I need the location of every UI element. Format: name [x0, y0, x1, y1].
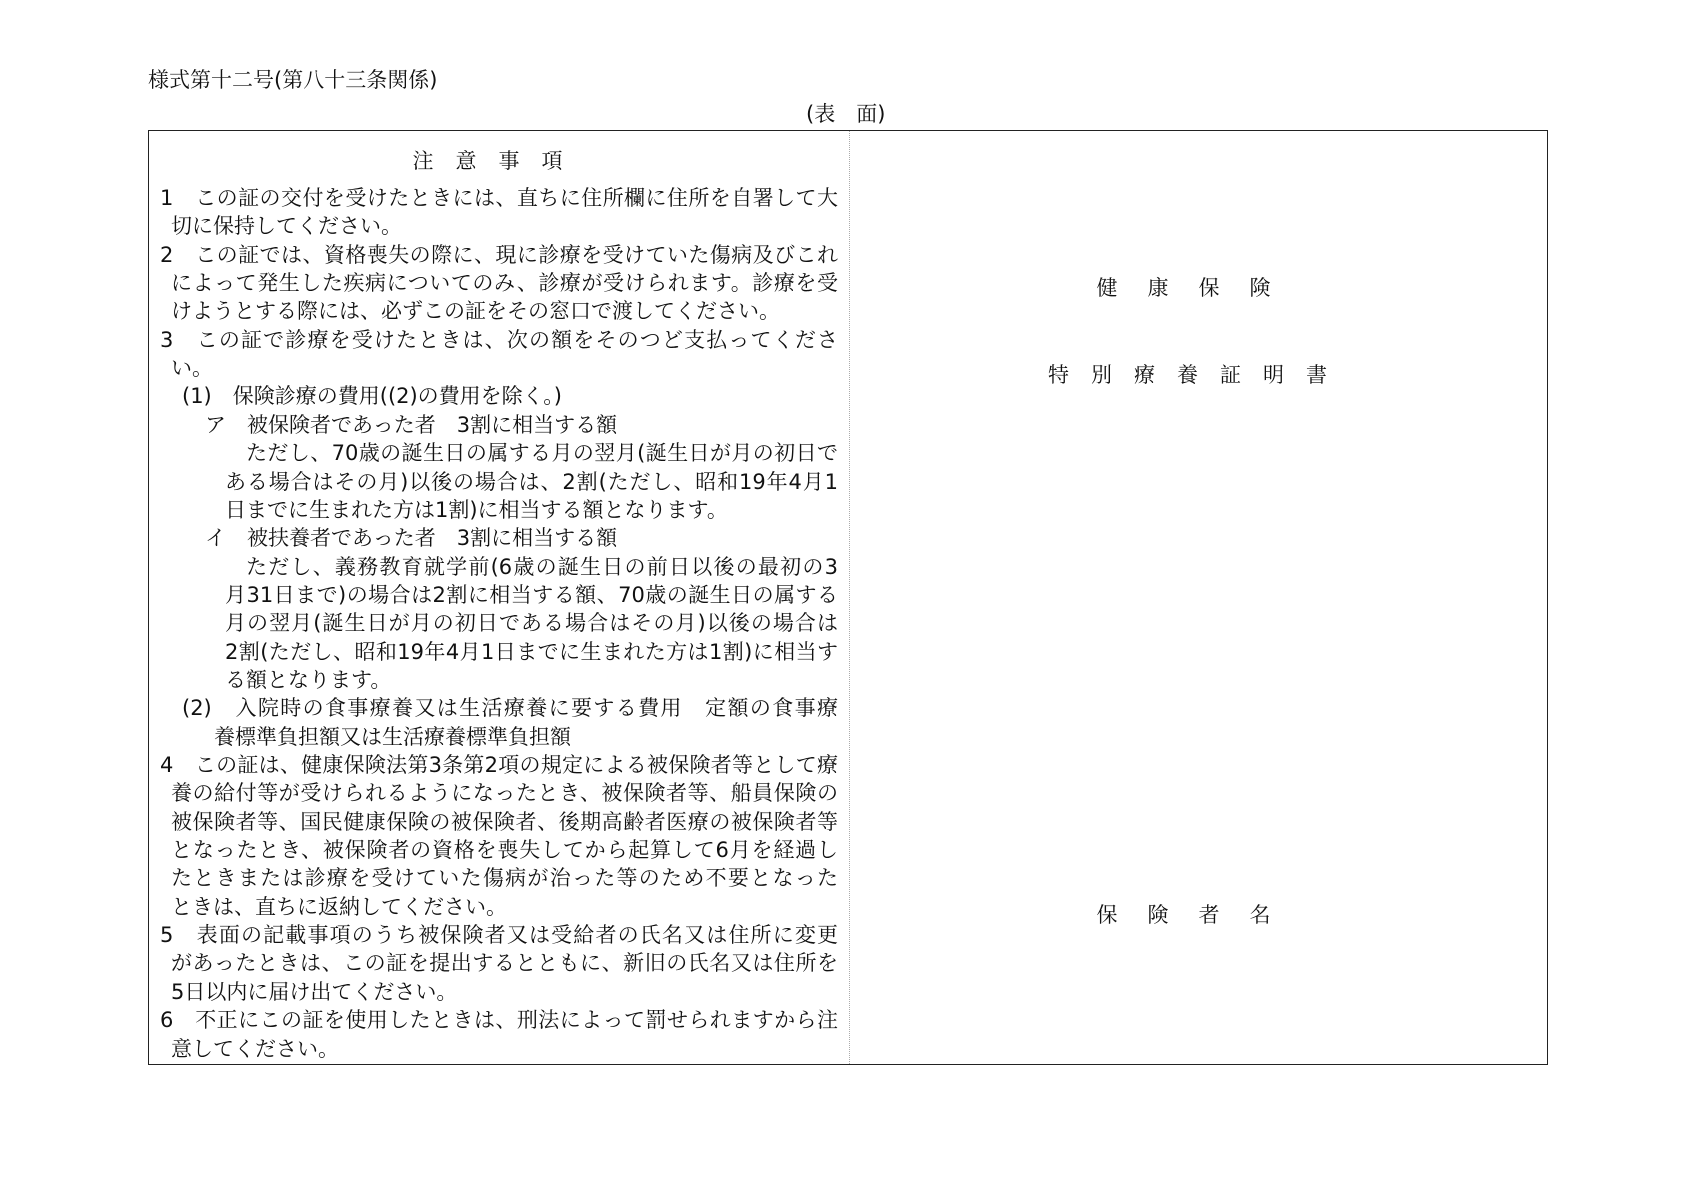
note-line: によって発生した疾病についてのみ、診療が受けられます。診療を受 [171, 271, 838, 296]
note-line: イ 被扶養者であった者 3割に相当する額 [205, 526, 618, 551]
note-line: 1 この証の交付を受けたときには、直ちに住所欄に住所を自署して大 [160, 186, 838, 210]
note-line: 養の給付等が受けられるようになったとき、被保険者等、船員保険の [171, 781, 838, 806]
note-line: ただし、義務教育就学前(6歳の誕生日の前日以後の最初の3 [246, 554, 838, 579]
note-line: 切に保持してください。 [171, 214, 402, 239]
note-line: 日までに生まれた方は1割)に相当する額となります。 [225, 497, 728, 522]
note-line: たときまたは診療を受けていた傷病が治った等のため不要となった [171, 866, 838, 891]
form-number: 様式第十二号(第八十三条関係) [148, 68, 438, 92]
note-line: けようとする際には、必ずこの証をその窓口で渡してください。 [171, 299, 780, 324]
certificate-title: 特別療養証明書 [1048, 363, 1349, 387]
note-line: 月31日まで)の場合は2割に相当する額、70歳の誕生日の属する [225, 582, 838, 607]
note-line: ただし、70歳の誕生日の属する月の翌月(誕生日が月の初日で [246, 441, 838, 466]
note-line: る額となります。 [225, 667, 392, 692]
note-line: 2 この証では、資格喪失の際に、現に診療を受けていた傷病及びこれ [160, 242, 838, 267]
note-line: 月の翌月(誕生日が月の初日である場合はその月)以後の場合は [225, 611, 838, 636]
notes-title: 注意事項 [412, 149, 585, 173]
insurance-type: 健康保険 [1096, 276, 1301, 300]
note-line: 6 不正にこの証を使用したときは、刑法によって罰せられますから注 [160, 1008, 838, 1033]
note-line: ア 被保険者であった者 3割に相当する額 [205, 412, 618, 437]
side-label: (表 面) [806, 102, 886, 126]
note-line: ある場合はその月)以後の場合は、2割(ただし、昭和19年4月1 [225, 469, 838, 494]
note-line: 2割(ただし、昭和19年4月1日までに生まれた方は1割)に相当す [225, 639, 838, 664]
note-line: となったとき、被保険者の資格を喪失してから起算して6月を経過し [171, 838, 838, 863]
note-line: 意してください。 [171, 1036, 339, 1061]
note-line: (1) 保険診療の費用((2)の費用を除く。) [182, 384, 562, 409]
note-line: 被保険者等、国民健康保険の被保険者、後期高齢者医療の被保険者等 [171, 809, 838, 834]
note-line: 5 表面の記載事項のうち被保険者又は受給者の氏名又は住所に変更 [160, 923, 838, 948]
insurer-name-label: 保険者名 [1096, 903, 1301, 927]
note-line: 養標準負担額又は生活療養標準負担額 [214, 724, 571, 749]
note-line: 5日以内に届け出てください。 [171, 979, 458, 1004]
note-line: (2) 入院時の食事療養又は生活療養に要する費用 定額の食事療 [182, 696, 838, 721]
note-line: ときは、直ちに返納してください。 [171, 894, 507, 919]
note-line: 4 この証は、健康保険法第3条第2項の規定による被保険者等として療 [160, 753, 838, 777]
note-line: があったときは、この証を提出するとともに、新旧の氏名又は住所を [171, 951, 838, 976]
note-line: い。 [171, 356, 213, 381]
note-line: 3 この証で診療を受けたときは、次の額をそのつど支払ってくださ [160, 327, 838, 352]
